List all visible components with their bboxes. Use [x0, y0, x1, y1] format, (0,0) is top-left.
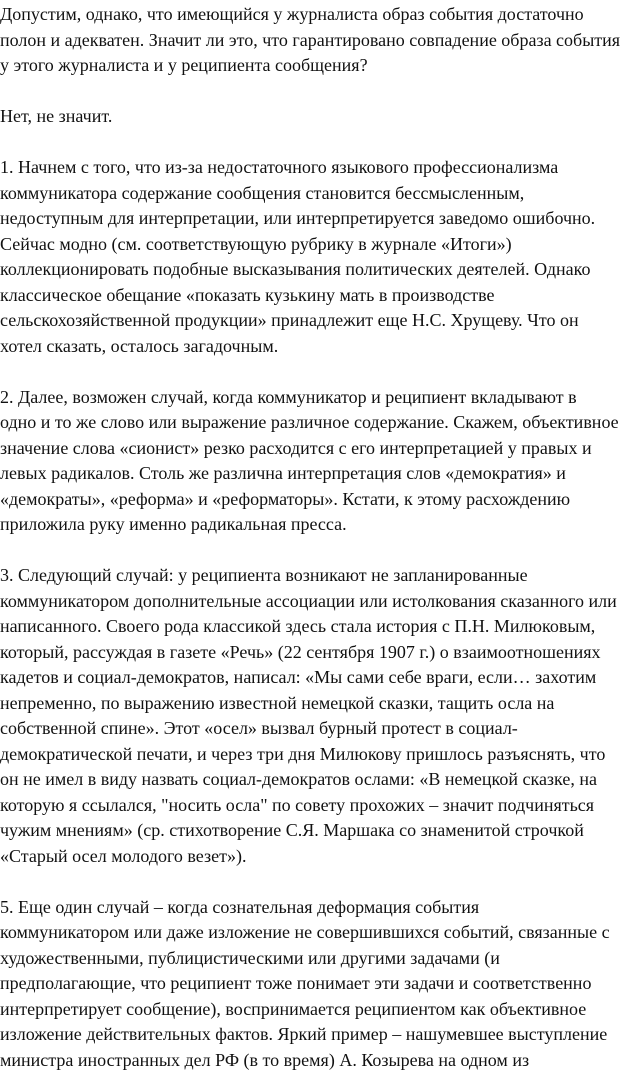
text-line: коллекционировать подобные высказывания политических деятелей. Однако: [0, 257, 614, 283]
text-line: министра иностранных дел РФ (в то время) А. Козырева на одном из: [0, 1048, 614, 1073]
text-line: 3. Следующий случай: у реципиента возникают не запланированные: [0, 563, 614, 589]
text-line: у этого журналиста и у реципиента сообщения?: [0, 53, 614, 79]
text-line: коммуникатором дополнительные ассоциации или истолкования сказанного или: [0, 589, 614, 615]
paragraph-intro: [0, 2, 614, 79]
text-line: коммуникатора содержание сообщения становится бессмысленным,: [0, 181, 614, 207]
text-line: изложение действительных фактов. Яркий пример – нашумевшее выступление: [0, 1022, 614, 1048]
text-line: приложила руку именно радикальная пресса.: [0, 512, 614, 538]
text-line: который, рассуждая в газете «Речь» (22 сентября 1907 г.) о взаимоотношениях: [0, 640, 614, 666]
text-line: «демократы», «реформа» и «реформаторы». Кстати, к этому расхождению: [0, 487, 614, 513]
text-line: одно и то же слово или выражение различное содержание. Скажем, объективное: [0, 410, 614, 436]
text-line: написанного. Своего рода классикой здесь стала история с П.Н. Милюковым,: [0, 614, 614, 640]
text-line: художественными, публицистическими или другими задачами (и: [0, 946, 614, 972]
text-line: классическое обещание «показать кузькину мать в производстве: [0, 283, 614, 309]
text-line: интерпретирует сообщение), воспринимается реципиентом как объективное: [0, 997, 614, 1023]
text-line: недоступным для интерпретации, или интерпретируется заведомо ошибочно.: [0, 206, 614, 232]
text-line: Сейчас модно (см. соответствующую рубрику в журнале «Итоги»): [0, 232, 614, 258]
text-line: значение слова «сионист» резко расходится с его интерпретацией у правых и: [0, 436, 614, 462]
paragraph-point-2: [0, 385, 614, 538]
text-line: 2. Далее, возможен случай, когда коммуникатор и реципиент вкладывают в: [0, 385, 614, 411]
paragraph-answer: [0, 104, 614, 130]
text-line: чужим мнениям» (ср. стихотворение С.Я. Маршака со знаменитой строчкой: [0, 818, 614, 844]
text-line: Нет, не значит.: [0, 104, 614, 130]
text-line: Допустим, однако, что имеющийся у журналиста образ события достаточно: [0, 2, 614, 28]
text-line: сельскохозяйственной продукции» принадлежит еще Н.С. Хрущеву. Что он: [0, 308, 614, 334]
text-line: демократической печати, и через три дня Милюкову пришлось разъяснять, что: [0, 742, 614, 768]
paragraph-point-3: [0, 563, 614, 869]
text-line: коммуникатором или даже изложение не совершившихся событий, связанные с: [0, 920, 614, 946]
text-line: кадетов и социал-демократов, написал: «Мы сами себе враги, если… захотим: [0, 665, 614, 691]
text-line: которую я ссылался, "носить осла" по совету прохожих – значит подчиняться: [0, 793, 614, 819]
paragraph-point-1: [0, 155, 614, 359]
text-line: 1. Начнем с того, что из-за недостаточного языкового профессионализма: [0, 155, 614, 181]
text-line: левых радикалов. Столь же различна интерпретация слов «демократия» и: [0, 461, 614, 487]
text-line: полон и адекватен. Значит ли это, что гарантировано совпадение образа события: [0, 28, 614, 54]
text-line: собственной спине». Этот «осел» вызвал бурный протест в социал-: [0, 716, 614, 742]
text-line: 5. Еще один случай – когда сознательная деформация события: [0, 895, 614, 921]
text-line: непременно, по выражению известной немецкой сказки, тащить осла на: [0, 691, 614, 717]
text-line: «Старый осел молодого везет»).: [0, 844, 614, 870]
paragraph-point-5: [0, 895, 614, 1073]
text-line: он не имел в виду назвать социал-демократов ослами: «В немецкой сказке, на: [0, 767, 614, 793]
text-line: хотел сказать, осталось загадочным.: [0, 334, 614, 360]
text-line: предполагающие, что реципиент тоже понимает эти задачи и соответственно: [0, 971, 614, 997]
